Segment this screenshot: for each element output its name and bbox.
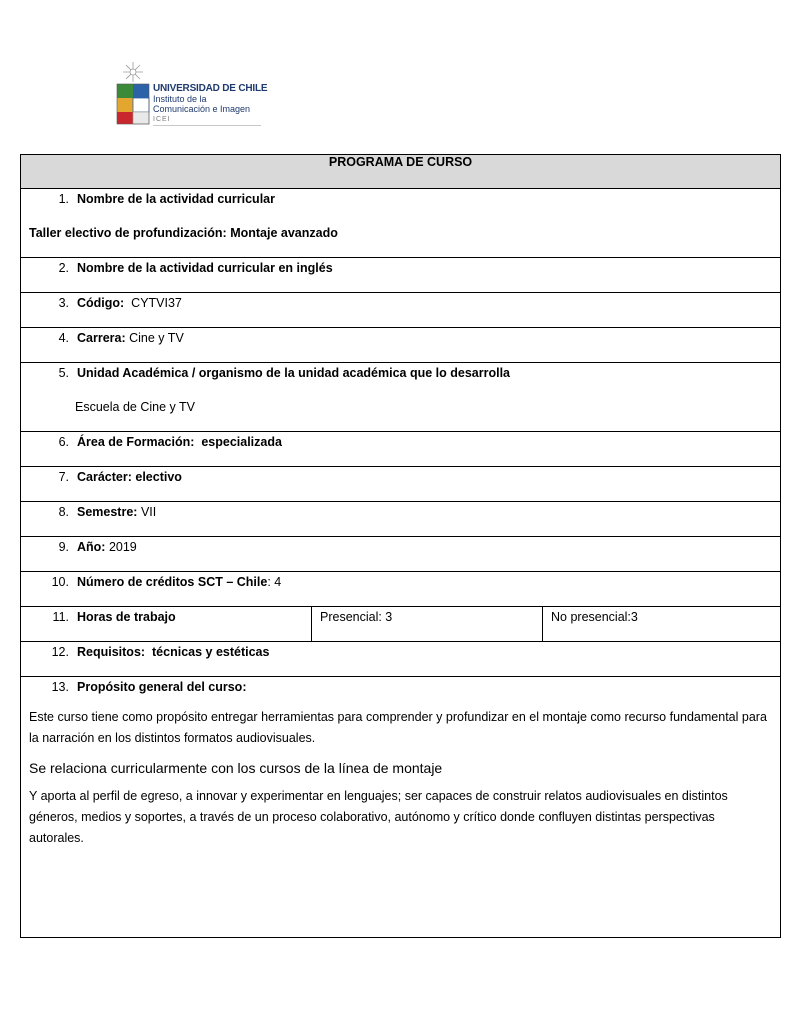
logo-acronym: ICEI [153, 116, 171, 123]
university-crest-icon [116, 60, 150, 126]
section-row-13 [21, 677, 781, 938]
career-value: Cine y TV [129, 331, 184, 345]
section-number: 8. [58, 505, 69, 519]
purpose-paragraph-1: Este curso tiene como propósito entregar herramientas para comprender y profundizar en el montaje como recurso fundamental para la narración en los distintos formatos audiovisuales. [29, 710, 767, 745]
year-value: 2019 [108, 540, 137, 554]
purpose-paragraph-3: Y aporta al perfil de egreso, a innovar y experimentar en lenguajes; ser capaces de construir relatos audiovisuales en distintos géneros, medios y soportes, a través de un proceso colaborativo, autónomo y crítico donde confluyen distintas perspectivas autorales. [29, 789, 728, 845]
section-row-9 [21, 537, 781, 572]
section-label: Nombre de la actividad curricular [77, 192, 275, 206]
section-number: 1. [58, 192, 69, 206]
section-label: Semestre: [77, 505, 138, 519]
logo-institute-line1: Instituto de la [153, 94, 207, 104]
table-header-row [21, 155, 781, 189]
purpose-paragraph-2: Se relaciona curricularmente con los cursos de la línea de montaje [29, 760, 443, 776]
course-program-table [20, 154, 781, 938]
section-label: Área de Formación: [77, 435, 195, 449]
section-label: Propósito general del curso: [77, 680, 247, 694]
section-number: 9. [58, 540, 69, 554]
character-value: electivo [135, 470, 182, 484]
academic-unit-value: Escuela de Cine y TV [75, 400, 195, 414]
section-label: Unidad Académica / organismo de la unidad académica que lo desarrolla [77, 366, 511, 380]
presencial-hours: Presencial: 3 [320, 610, 393, 624]
section-label: Año: [77, 540, 106, 554]
no-presencial-hours: No presencial:3 [551, 610, 638, 624]
section-number: 2. [58, 261, 69, 275]
course-name-value: Taller electivo de profundización: Montaje avanzado [29, 226, 338, 240]
section-row-6 [21, 432, 781, 467]
section-row-1 [21, 189, 781, 258]
section-number: 10. [51, 575, 69, 589]
section-number: 6. [58, 435, 69, 449]
section-label: Carrera: [77, 331, 126, 345]
section-label: Nombre de la actividad curricular en inglés [77, 261, 333, 275]
section-number: 12. [51, 645, 69, 659]
section-label: Carácter: [77, 470, 132, 484]
section-label: Requisitos: [77, 645, 146, 659]
logo-university-name: UNIVERSIDAD DE CHILE [153, 83, 268, 94]
university-logo [116, 60, 266, 128]
requirements-value: técnicas y estéticas [152, 645, 270, 659]
logo-institute-line2: Comunicación e Imagen [153, 104, 251, 114]
section-row-5 [21, 363, 781, 432]
logo-underline [153, 125, 261, 126]
section-row-11 [21, 607, 781, 642]
section-row-4 [21, 328, 781, 363]
training-area-value: especializada [201, 435, 282, 449]
credits-value: : 4 [267, 575, 282, 589]
section-row-2 [21, 258, 781, 293]
section-row-8 [21, 502, 781, 537]
section-number: 13. [51, 680, 69, 694]
section-label: Código: [77, 296, 125, 310]
table-title: PROGRAMA DE CURSO [21, 155, 781, 189]
section-row-10 [21, 572, 781, 607]
course-code-value: CYTVI37 [131, 296, 182, 310]
section-row-3 [21, 293, 781, 328]
section-label: Horas de trabajo [77, 610, 176, 624]
section-number: 7. [58, 470, 69, 484]
section-number: 3. [58, 296, 69, 310]
section-row-7 [21, 467, 781, 502]
semester-value: VII [140, 505, 157, 519]
section-number: 4. [58, 331, 69, 345]
section-label: Número de créditos SCT – Chile [77, 575, 268, 589]
section-row-12 [21, 642, 781, 677]
section-number: 5. [58, 366, 69, 380]
section-number: 11. [52, 610, 69, 624]
